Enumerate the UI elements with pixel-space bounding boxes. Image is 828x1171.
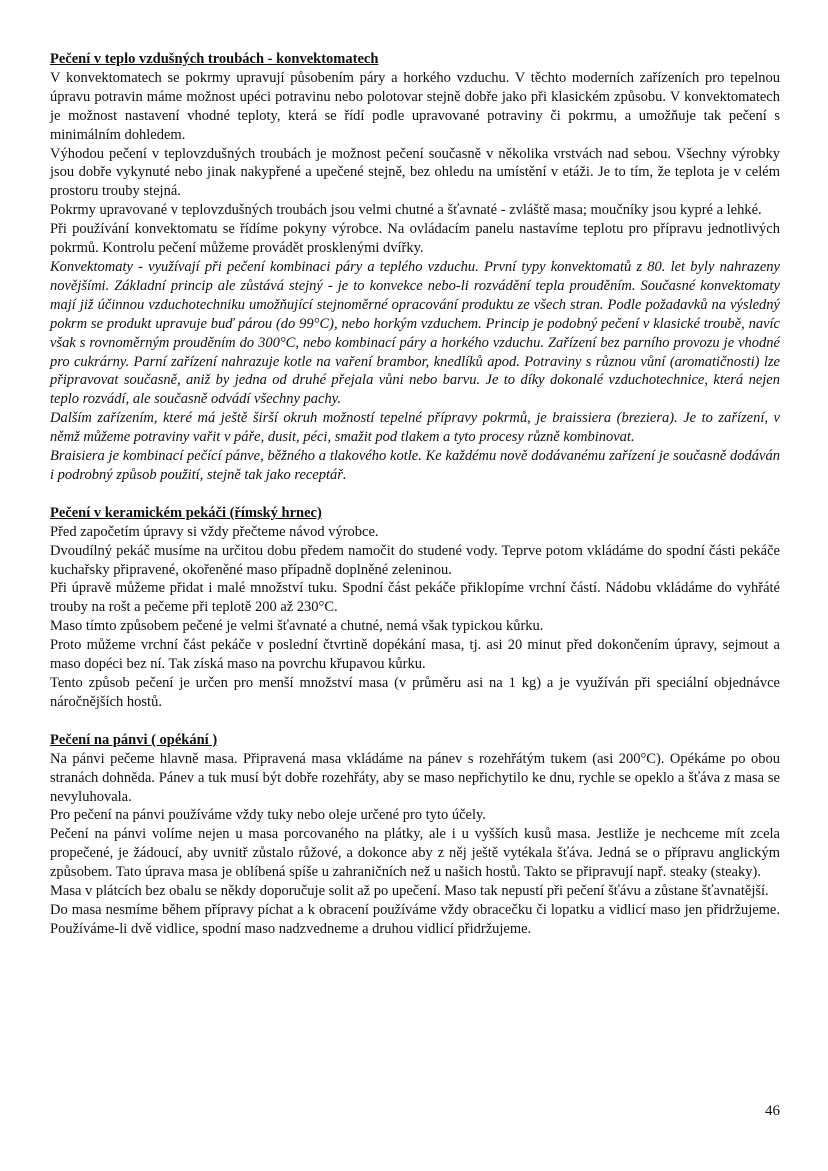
document-page <box>50 50 780 939</box>
paragraph: Tento způsob pečení je určen pro menší množství masa (v průměru asi na 1 kg) a je využíván při speciální objednávce náročnějších hostů. <box>50 675 780 710</box>
paragraph: Proto můžeme vrchní část pekáče v poslední čtvrtině dopékání masa, tj. asi 20 minut před dokončením úpravy, sejmout a maso dopéci bez ní. Tak získá maso na povrchu křupavou kůrku. <box>50 637 780 673</box>
paragraph: Pro pečení na pánvi používáme vždy tuky nebo oleje určené pro tyto účely. <box>50 807 486 824</box>
italic-paragraph: Braisiera je kombinací pečící pánve, běžného a tlakového kotle. Ke každému nově dodávanému zařízení je současně dodáván i podrobný způsob použití, stejně tak jako receptář. <box>50 448 780 483</box>
paragraph: V konvektomatech se pokrmy upravují působením páry a horkého vzduchu. V těchto moderních zařízeních pro tepelnou úpravu potravin máme možnost upéci potravinu nebo polotovar stejně dobře jako při klasickém způsobu. V konvektomatech je možnost nastavení vhodné teploty, která se řídí podle upravované potraviny či pokrmu, a umožňuje tak pečení s minimálním dohledem. <box>50 69 780 143</box>
paragraph: Při používání konvektomatu se řídíme pokyny výrobce. Na ovládacím panelu nastavíme teplotu pro přípravu jednotlivých pokrmů. Kontrolu pečení můžeme provádět prosklenými dvířky. <box>50 221 780 257</box>
paragraph: Maso tímto způsobem pečené je velmi šťavnaté a chutné, nemá však typickou kůrku. <box>50 618 544 635</box>
italic-paragraph: Dalším zařízením, které má ještě širší okruh možností tepelné přípravy pokrmů, je braissiera (breziera). Je to zařízení, v němž můžeme potraviny vařit v páře, dusit, péci, smažit pod tlakem a tyto procesy různě kombinovat. <box>50 410 780 446</box>
paragraph: Do masa nesmíme během přípravy píchat a k obracení používáme vždy obracečku či lopatku a vidlicí maso jen přidržujeme. Používáme-li dvě vidlice, spodní maso nadzvedneme a druhou vidlicí přidržujeme. <box>50 901 780 937</box>
paragraph: Výhodou pečení v teplovzdušných troubách je možnost pečení současně v několika vrstvách nad sebou. Všechny výrobky jsou dobře vykynuté nebo jinak nakypřené a upečené stejně, bez ohledu na umístění v etáži. Je to tím, že teplota je v celém prostoru trouby stejná. <box>50 145 780 200</box>
paragraph: Na pánvi pečeme hlavně masa. Připravená masa vkládáme na pánev s rozehřátým tukem (asi 200°C). Opékáme po obou stranách dohněda. Pánev a tuk musí být dobře rozehřáty, aby se maso nepřichytilo ke dnu, rychle se opeklo a šťáva z masa se nevyluhovala. <box>50 750 780 805</box>
section-heading-keramicky-pekac: Pečení v keramickém pekáči (římský hrnec) <box>50 504 322 521</box>
paragraph: Při úpravě můžeme přidat i malé množství tuku. Spodní část pekáče přiklopíme vrchní částí. Nádobu vkládáme do vyhřáté trouby na rošt a pečeme při teplotě 200 až 230°C. <box>50 580 780 616</box>
section-spacer <box>50 712 780 731</box>
section-spacer <box>50 485 780 504</box>
paragraph: Dvoudílný pekáč musíme na určitou dobu předem namočit do studené vody. Teprve potom vkládáme do spodní části pekáče kuchařsky připravené, okořeněné maso případně doplněné zeleninou. <box>50 542 780 578</box>
section-heading-konvektomaty: Pečení v teplo vzdušných troubách - konvektomatech <box>50 51 379 67</box>
page-number: 46 <box>765 1103 780 1119</box>
paragraph: Masa v plátcích bez obalu se někdy doporučuje solit až po upečení. Maso tak nepustí při pečení šťávu a zůstane šťavnatější. <box>50 883 769 900</box>
paragraph: Před započetím úpravy si vždy přečteme návod výrobce. <box>50 523 379 540</box>
italic-paragraph: Konvektomaty - využívají při pečení kombinaci páry a teplého vzduchu. První typy konvektomatů z 80. let byly nahrazeny novějšími. Základní princip ale zůstává stejný - je to konvekce nebo-li rozvádění tepla prouděním. Současné konvektomaty mají již účinnou vzduchotechniku umožňující stejnoměrné opracování produktu ze všech stran. Podle požadavků na výsledný pokrm se produkt upravuje buď párou (do 99°C), nebo horkým vzduchem. Princip je podobný pečení v klasické troubě, navíc však s rovnoměrným prouděním do 300°C, nebo kombinací páry a horkého vzduchu. Zařízení bez parního provozu je vhodné pro cukrárny. Parní zařízení nahrazuje kotle na vaření brambor, knedlíků apod. Potraviny s různou vůní (aromatičnosti) lze připravovat současně, aniž by jedna od druhé přejala vůni nebo barvu. Je to díky dokonalé vzduchotechnice, která nejen teplo rozvádí, ale současně odvádí všechny pachy. <box>50 258 780 408</box>
paragraph: Pečení na pánvi volíme nejen u masa porcovaného na plátky, ale i u vyšších kusů masa. Jestliže je nechceme mít zcela propečené, je žádoucí, aby uvnitř zůstalo růžové, a dokonce aby z něj ještě vytékala šťáva. Jedná se o přípravu anglickým způsobem. Tato úprava masa je oblíbená spíše u zahraničních než u našich hostů. Takto se připravují např. steaky (steaky). <box>50 826 780 881</box>
section-heading-panev: Pečení na pánvi ( opékání ) <box>50 731 218 748</box>
paragraph: Pokrmy upravované v teplovzdušných troubách jsou velmi chutné a šťavnaté - zvláště masa; moučníky jsou kypré a lehké. <box>50 202 762 219</box>
